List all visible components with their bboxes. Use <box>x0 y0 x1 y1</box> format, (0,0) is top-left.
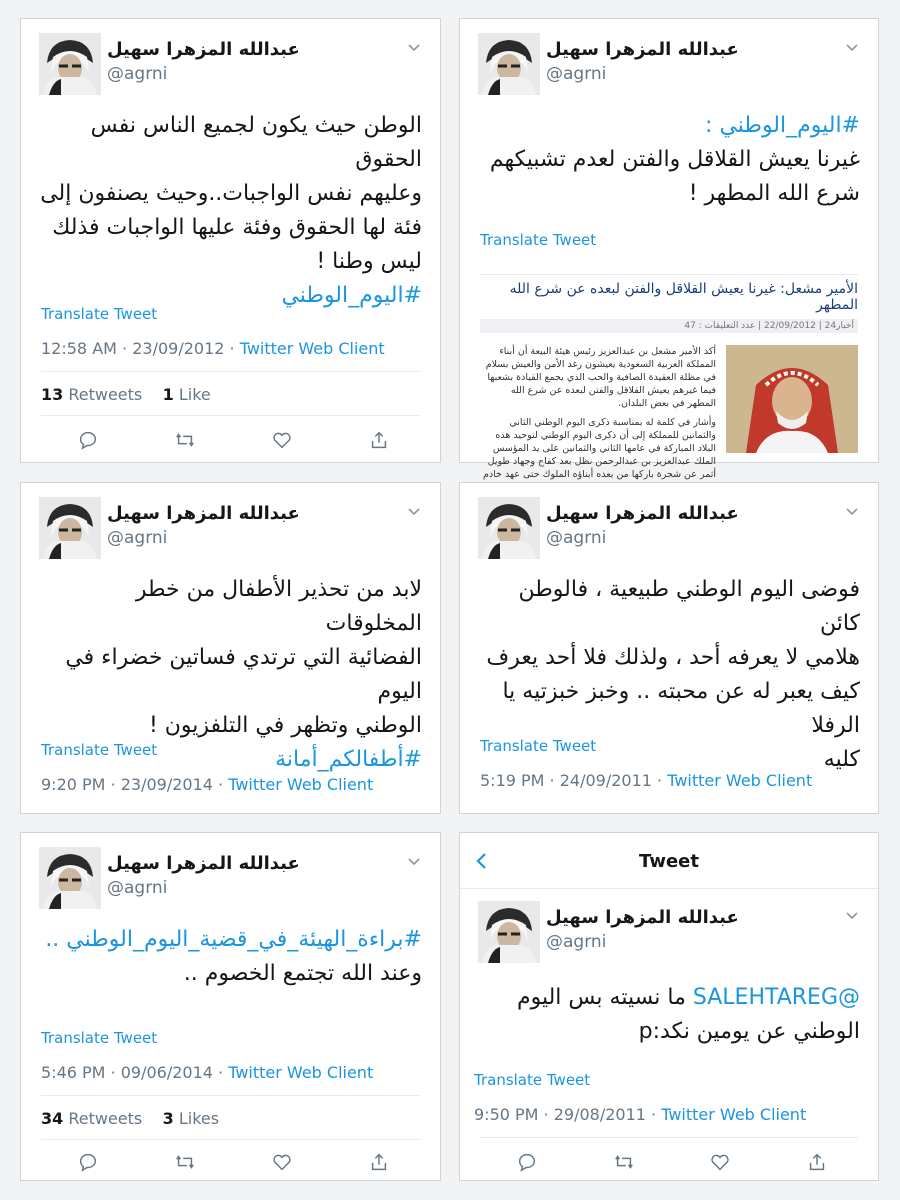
tweet-text <box>39 109 422 313</box>
tweet-line <box>478 981 860 1015</box>
timestamp-text[interactable]: 5:46 PM · 09/06/2014 <box>41 1063 213 1082</box>
tweet-line: ليس وطنا ! <box>316 249 422 274</box>
tweet-card-1[interactable] <box>20 18 441 463</box>
news-paragraph: وأشار في كلمة له بمناسبة ذكرى اليوم الوطني الثاني والثمانين للمملكة إلى أن ذكرى اليوم الوطني لتوحيد هذه البلاد المباركة في عامها الثاني والثمانين على يد المؤسس الملك عبدالعزيز بن عبدالرحمن نظل بعد كفاح وجهاد طويل أثمر عن شجرة باركها من بعده أبناؤه الملوك حتى عهد خادم <box>483 417 716 480</box>
avatar[interactable] <box>478 901 540 963</box>
user-handle[interactable]: @agrni <box>546 932 607 952</box>
separator: · <box>645 1105 662 1124</box>
client-link[interactable]: Twitter Web Client <box>667 771 813 790</box>
timestamp-text[interactable]: 9:50 PM · 29/08/2011 <box>474 1105 646 1124</box>
tweet-card-2[interactable] <box>459 18 879 480</box>
timestamp-text[interactable]: 5:19 PM · 24/09/2011 <box>480 771 652 790</box>
retweet-icon[interactable] <box>174 429 196 451</box>
tweet-line: كليه <box>823 747 860 772</box>
tweet-timestamp <box>41 1063 373 1082</box>
news-photo <box>726 345 858 453</box>
avatar[interactable] <box>39 497 101 559</box>
tweet-header <box>39 497 426 569</box>
translate-tweet-link[interactable]: Translate Tweet <box>474 1071 591 1089</box>
chevron-down-icon[interactable] <box>406 503 422 519</box>
tweet-header <box>478 901 864 973</box>
like-count[interactable]: 1 <box>162 385 174 404</box>
display-name[interactable]: عبدالله المزهرا سهيل <box>107 503 300 524</box>
avatar[interactable] <box>478 33 540 95</box>
avatar[interactable] <box>39 847 101 909</box>
retweet-icon[interactable] <box>174 1151 196 1173</box>
tweet-actions <box>77 1151 390 1175</box>
tweet-header <box>39 847 426 919</box>
news-text <box>480 345 716 494</box>
retweet-icon[interactable] <box>613 1151 635 1173</box>
display-name[interactable]: عبدالله المزهرا سهيل <box>107 853 300 874</box>
translate-tweet-link[interactable]: Translate Tweet <box>41 1029 158 1047</box>
user-handle[interactable]: @agrni <box>107 64 168 84</box>
tweet-card-3[interactable] <box>20 482 441 814</box>
like-icon[interactable] <box>271 429 293 451</box>
engagement-counts <box>41 1109 219 1128</box>
chevron-down-icon[interactable] <box>406 39 422 55</box>
reply-icon[interactable] <box>77 429 99 451</box>
separator: · <box>212 1063 229 1082</box>
attached-news-image[interactable] <box>480 274 858 480</box>
tweet-line: وعليهم نفس الواجبات..وحيث يصنفون إلى <box>40 181 422 206</box>
reply-icon[interactable] <box>77 1151 99 1173</box>
chevron-down-icon[interactable] <box>844 39 860 55</box>
news-body <box>480 345 858 485</box>
chevron-down-icon[interactable] <box>844 503 860 519</box>
client-link[interactable]: Twitter Web Client <box>661 1105 807 1124</box>
client-link[interactable]: Twitter Web Client <box>228 775 374 794</box>
user-handle[interactable]: @agrni <box>107 528 168 548</box>
tweet-line: هلامي لا يعرفه أحد ، ولذلك فلا أحد يعرف <box>486 645 860 670</box>
retweets-label: Retweets <box>68 385 143 404</box>
tweet-line: الفضائية التي ترتدي فساتين خضراء في اليوم <box>65 645 422 704</box>
tweet-line: لابد من تحذير الأطفال من خطر المخلوقات <box>135 577 422 636</box>
tweet-header <box>478 497 864 569</box>
tweet-line: الوطن حيث يكون لجميع الناس نفس الحقوق <box>90 113 422 172</box>
like-icon[interactable] <box>709 1151 731 1173</box>
chevron-down-icon[interactable] <box>844 907 860 923</box>
mention-link[interactable]: @SALEHTAREG <box>692 985 860 1010</box>
tweet-header <box>478 33 864 105</box>
tweet-actions <box>77 429 390 453</box>
user-handle[interactable]: @agrni <box>546 528 607 548</box>
translate-tweet-link[interactable]: Translate Tweet <box>480 737 597 755</box>
tweet-detail-card[interactable] <box>459 832 879 1181</box>
tweet-line: الوطني عن يومين نكد:p <box>638 1019 860 1044</box>
client-link[interactable]: Twitter Web Client <box>228 1063 374 1082</box>
share-icon[interactable] <box>806 1151 828 1173</box>
tweet-timestamp <box>41 339 385 358</box>
news-meta-bar: أخبار24 | 22/09/2012 | عدد التعليقات : 47 <box>480 319 858 333</box>
hashtag-link[interactable]: #اليوم_الوطني : <box>705 113 860 138</box>
tweet-line: وعند الله تجتمع الخصوم .. <box>183 961 422 986</box>
tweet-actions <box>516 1151 828 1175</box>
separator: · <box>224 339 240 358</box>
detail-top-bar <box>460 833 878 889</box>
like-icon[interactable] <box>271 1151 293 1173</box>
likes-label: Likes <box>178 1109 220 1128</box>
share-icon[interactable] <box>368 429 390 451</box>
detail-title: Tweet <box>639 851 699 872</box>
tweet-card-4[interactable] <box>459 482 879 814</box>
share-icon[interactable] <box>368 1151 390 1173</box>
tweet-line: غيرنا يعيش القلاقل والفتن لعدم تشبيكهم <box>489 147 860 172</box>
tweet-header <box>39 33 426 105</box>
likes-label: Like <box>178 385 211 404</box>
separator: · <box>212 775 229 794</box>
tweet-line: فوضى اليوم الوطني طبيعية ، فالوطن كائن <box>518 577 860 636</box>
tweet-text <box>478 109 860 211</box>
user-handle[interactable]: @agrni <box>546 64 607 84</box>
tweet-timestamp <box>41 775 373 794</box>
translate-tweet-link[interactable]: Translate Tweet <box>480 231 597 249</box>
reply-icon[interactable] <box>516 1151 538 1173</box>
client-link[interactable]: Twitter Web Client <box>239 339 385 358</box>
tweet-text <box>478 981 860 1049</box>
divider <box>480 1137 858 1138</box>
news-paragraph: أكد الأمير مشعل بن عبدالعزيز رئيس هيئة البيعة أن أبناء المملكة العربية السعودية يعيشون رغد الأمن والعيش بسلام في مظلة العقيدة الصافية والحب الذي يجمع القيادة بشعبها فيما غيرهم يعيش القلاقل والفتن لبعده عن شرع الله المطهر في بعض البلدان. <box>485 346 716 409</box>
tweet-timestamp <box>480 771 812 790</box>
divider <box>41 1139 420 1140</box>
display-name[interactable]: عبدالله المزهرا سهيل <box>107 39 300 60</box>
news-headline: الأمير مشعل: غيرنا يعيش القلاقل والفتن لبعده عن شرع الله المطهر <box>509 281 858 313</box>
timestamp-text[interactable]: 9:20 PM · 23/09/2014 <box>41 775 213 794</box>
timestamp-text[interactable]: 12:58 AM · 23/09/2012 <box>41 339 225 358</box>
like-count[interactable]: 3 <box>162 1109 174 1128</box>
translate-tweet-link[interactable]: Translate Tweet <box>41 741 158 759</box>
tweet-card-5[interactable] <box>20 832 441 1181</box>
avatar[interactable] <box>478 497 540 559</box>
divider <box>41 1095 420 1096</box>
separator: · <box>651 771 668 790</box>
tweet-line: شرع الله المطهر ! <box>688 181 860 206</box>
divider <box>41 415 420 416</box>
display-name[interactable]: عبدالله المزهرا سهيل <box>546 907 739 928</box>
hashtag-link[interactable]: #أطفالكم_أمانة <box>275 747 422 772</box>
tweet-line: الوطني وتظهر في التلفزيون ! <box>148 713 422 738</box>
retweet-count[interactable]: 34 <box>41 1109 64 1128</box>
tweet-text <box>39 923 422 991</box>
avatar[interactable] <box>39 33 101 95</box>
engagement-counts <box>41 385 211 404</box>
display-name[interactable]: عبدالله المزهرا سهيل <box>546 39 739 60</box>
user-handle[interactable]: @agrni <box>107 878 168 898</box>
retweet-count[interactable]: 13 <box>41 385 64 404</box>
hashtag-link[interactable]: #براءة_الهيئة_في_قضية_اليوم_الوطني .. <box>45 927 422 952</box>
tweet-timestamp <box>474 1105 806 1124</box>
hashtag-link[interactable]: #اليوم_الوطني <box>281 283 422 308</box>
chevron-down-icon[interactable] <box>406 853 422 869</box>
retweets-label: Retweets <box>68 1109 143 1128</box>
tweet-line: كيف يعبر له عن محبته .. وخبز خبزتيه يا الرفلا <box>502 679 860 738</box>
translate-tweet-link[interactable]: Translate Tweet <box>41 305 158 323</box>
tweet-line-text: ما نسيته بس اليوم <box>516 985 686 1010</box>
divider <box>41 371 420 372</box>
display-name[interactable]: عبدالله المزهرا سهيل <box>546 503 739 524</box>
tweet-line: فئة لها الحقوق وفئة عليها الواجبات فذلك <box>52 215 422 240</box>
